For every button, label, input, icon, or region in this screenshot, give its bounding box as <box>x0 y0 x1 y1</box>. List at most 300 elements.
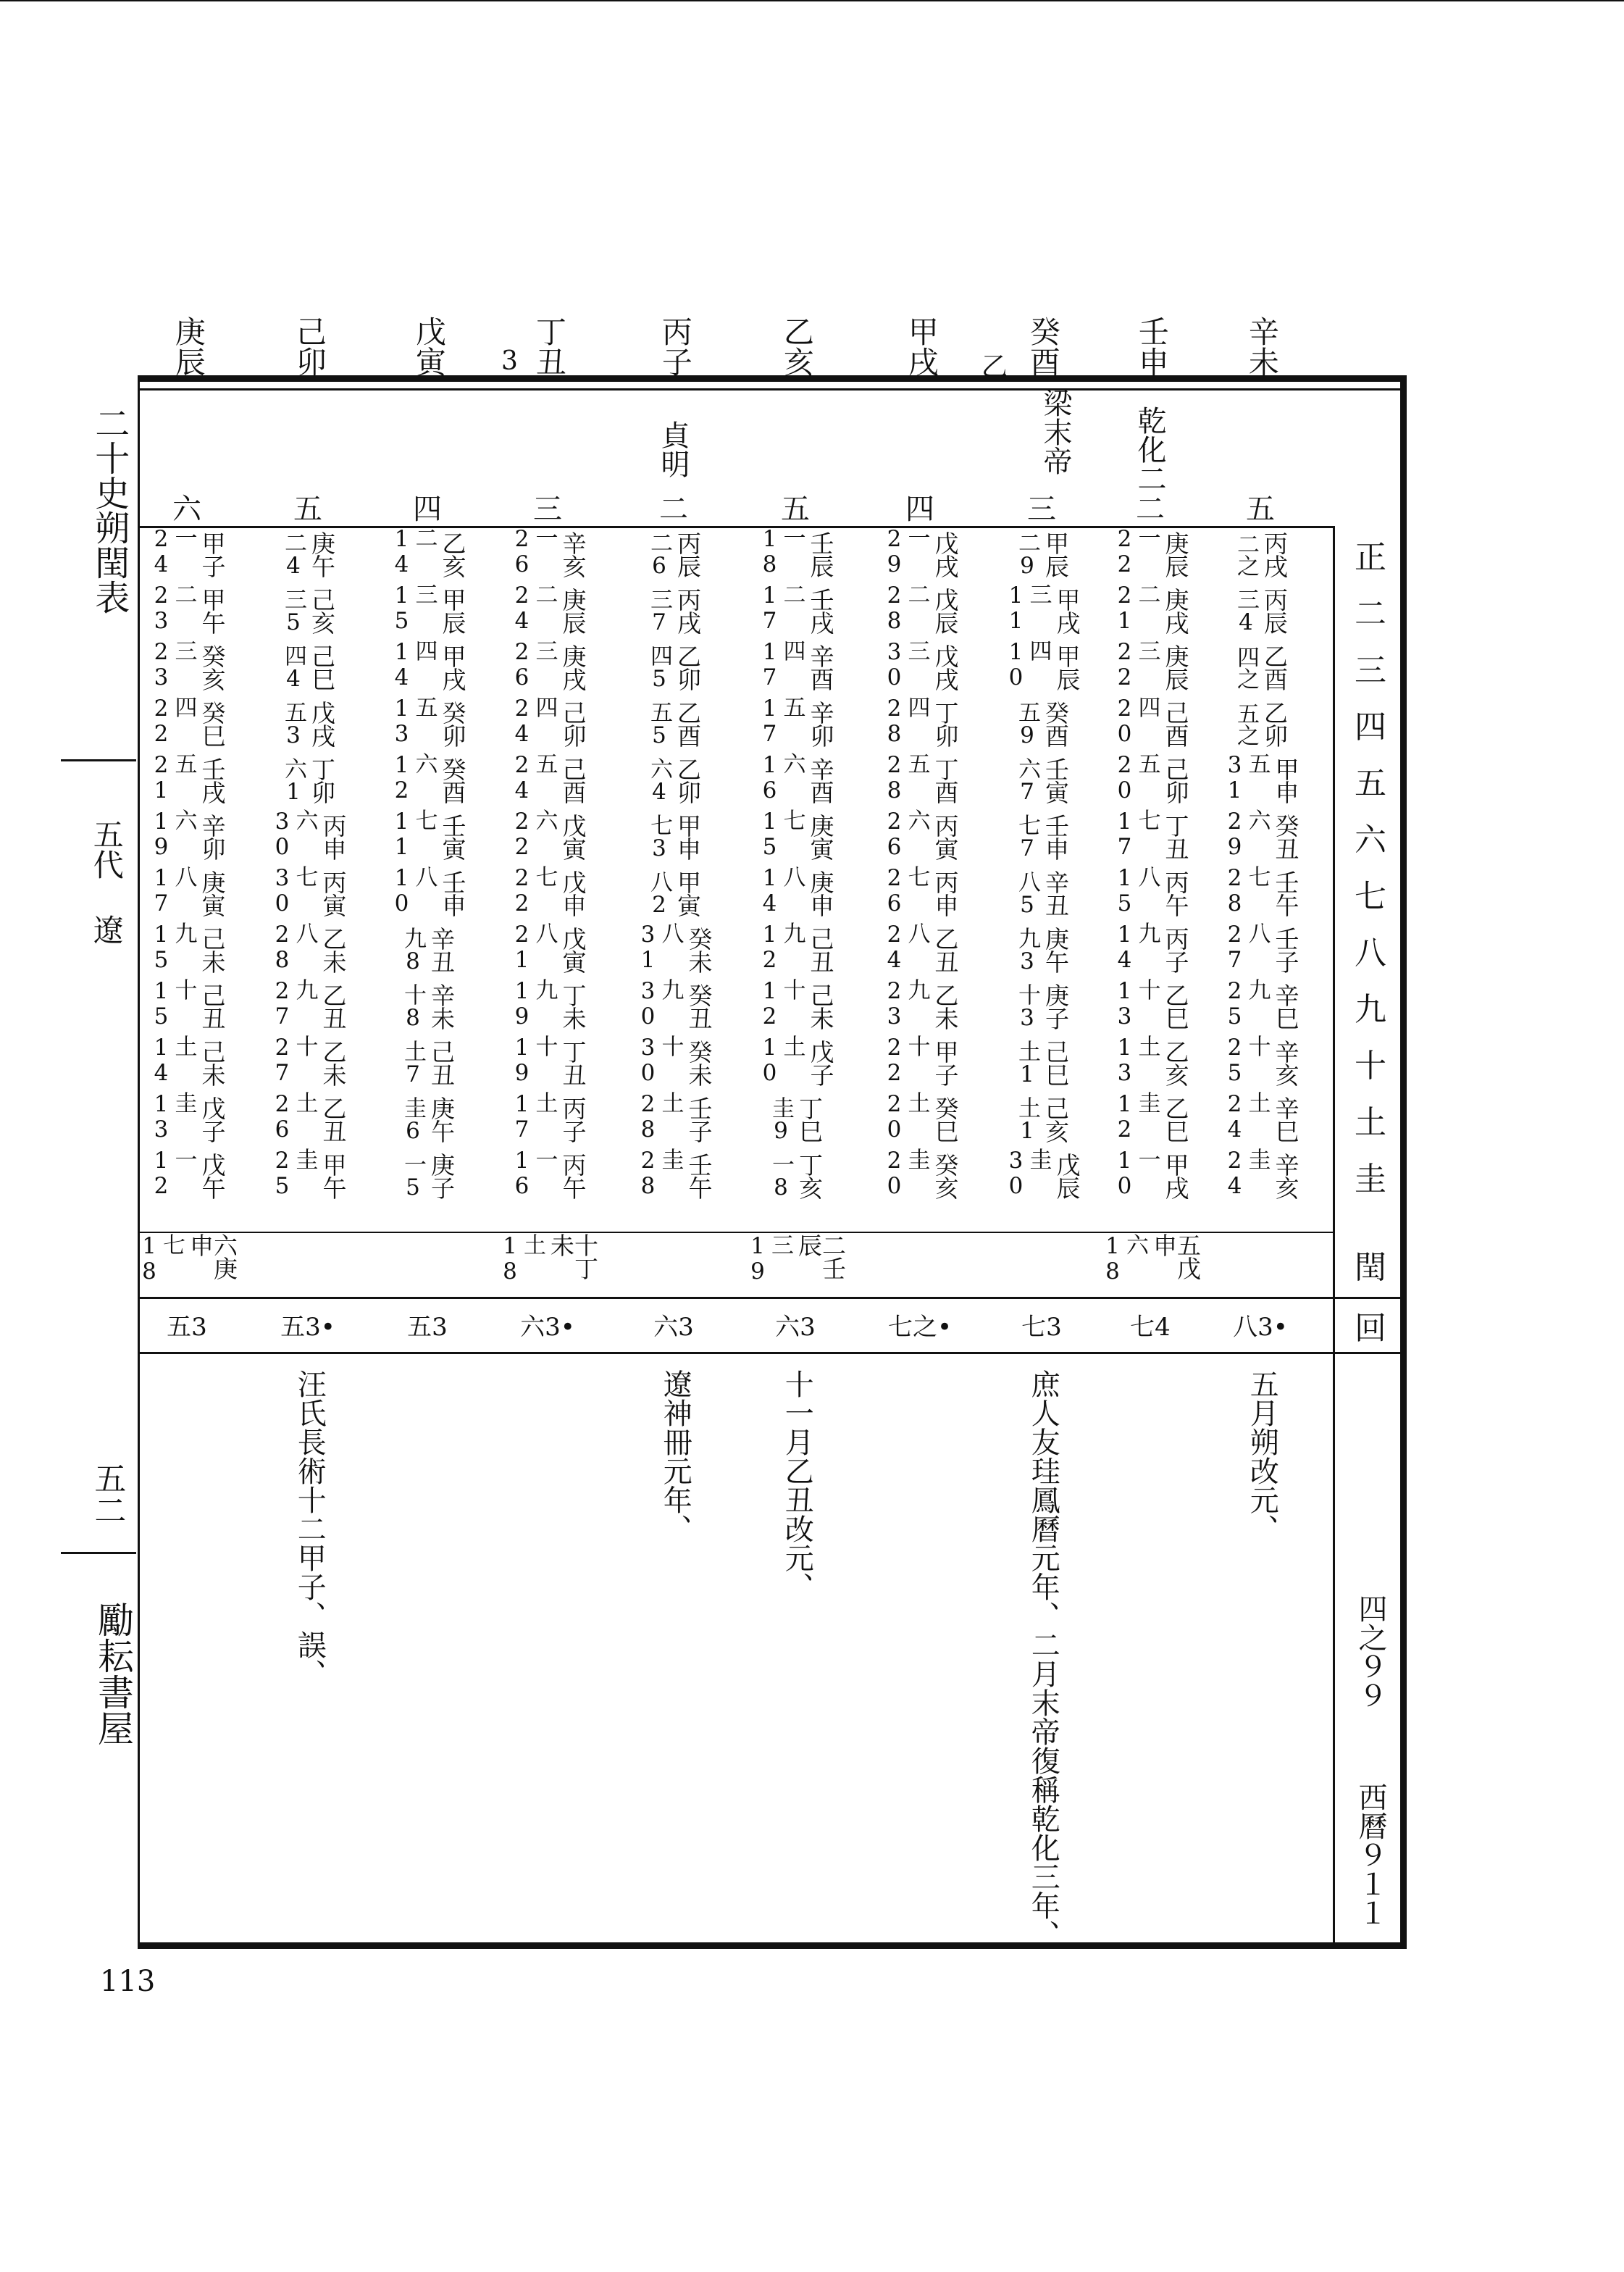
cell-date: 四24 <box>508 696 558 746</box>
calendar-cell <box>243 978 373 1035</box>
cell-ganzhi: 庚寅 <box>806 814 835 860</box>
cell-ganzhi: 己酉 <box>1161 701 1190 747</box>
calendar-cell <box>730 978 861 1035</box>
leap-cell <box>1085 1233 1215 1297</box>
calendar-cell <box>243 526 373 582</box>
calendar-cell <box>482 582 613 639</box>
cell-date: 九12 <box>756 922 805 972</box>
calendar-cell <box>482 639 613 696</box>
cell-ganzhi: 辛酉 <box>806 644 835 690</box>
cell-ganzhi: 丙辰 <box>674 531 702 577</box>
calendar-cell <box>608 526 739 582</box>
cell-ganzhi: 丁酉 <box>931 757 960 803</box>
cell-date: 二23 <box>148 582 197 633</box>
cell-date: 三7 <box>646 587 672 635</box>
cell-ganzhi: 丙寅 <box>319 870 348 916</box>
days-count: 五3 <box>167 1312 207 1342</box>
cell-date: 九27 <box>269 978 318 1029</box>
cell-date: 二28 <box>881 582 930 633</box>
cell-ganzhi: 乙未 <box>319 1040 348 1086</box>
month-label: 土 <box>1355 1104 1386 1141</box>
month-label: 回 <box>1355 1310 1386 1347</box>
year-header: 辛未 <box>1244 316 1280 377</box>
cell-date: 五20 <box>1111 752 1160 803</box>
dynasty-label: 遼 <box>88 914 125 945</box>
cell-ganzhi: 丁丑 <box>1161 814 1190 860</box>
calendar-cell <box>243 865 373 922</box>
cell-ganzhi: 甲戌 <box>438 644 467 690</box>
year-number: 五 <box>293 493 322 526</box>
cell-ganzhi: 己卯 <box>558 701 587 747</box>
cell-ganzhi: 乙卯 <box>1260 701 1289 747</box>
cell-ganzhi: 壬戌 <box>198 757 227 803</box>
calendar-cell <box>730 526 861 582</box>
cell-ganzhi: 己未 <box>198 927 227 973</box>
cell-ganzhi: 壬辰 <box>806 531 835 577</box>
cell-date: 一24 <box>148 526 197 577</box>
cell-date: 三15 <box>388 582 438 633</box>
year-header: 戊寅 <box>411 316 447 377</box>
cell-date: 五5 <box>646 700 672 748</box>
cell-ganzhi: 丁未 <box>558 983 587 1030</box>
month-column-rule <box>1333 526 1335 1942</box>
cell-ganzhi: 甲戌 <box>1161 1153 1190 1199</box>
calendar-cell <box>608 865 739 922</box>
cell-ganzhi: 乙丑 <box>319 983 348 1030</box>
cell-ganzhi: 己未 <box>198 1040 227 1086</box>
cell-ganzhi: 庚辰 <box>1161 531 1190 577</box>
cell-date: 七28 <box>1221 865 1271 916</box>
year-header: 甲戌 <box>903 316 939 377</box>
cell-ganzhi: 己丑 <box>427 1040 456 1086</box>
cell-date: 圭20 <box>881 1148 930 1198</box>
cell-date: 四14 <box>388 639 438 690</box>
cell-ganzhi: 庚午 <box>427 1096 456 1143</box>
cell-ganzhi: 辛卯 <box>806 701 835 747</box>
cell-date: 九23 <box>881 978 930 1029</box>
note-text: 汪氏長術十二甲子、誤、 <box>293 1369 327 1688</box>
year-number: 六 <box>172 493 201 526</box>
calendar-cell <box>243 1148 373 1204</box>
cell-ganzhi: 己未 <box>806 983 835 1030</box>
cell-ganzhi: 庚午 <box>308 531 336 577</box>
cell-date: 圭9 <box>768 1095 794 1143</box>
cell-date: 土20 <box>881 1091 930 1142</box>
cell-date: 十22 <box>881 1035 930 1085</box>
cell-date: 四4 <box>280 643 306 691</box>
calendar-cell <box>362 582 493 639</box>
cell-ganzhi: 甲午 <box>319 1153 348 1199</box>
calendar-cell <box>482 1148 613 1204</box>
cell-date: 土28 <box>635 1091 684 1142</box>
cell-ganzhi: 丙寅 <box>931 814 960 860</box>
calendar-cell <box>855 582 985 639</box>
cell-date: 七7 <box>1014 813 1040 861</box>
cell-ganzhi: 辛亥 <box>558 531 587 577</box>
cell-date: 十12 <box>756 978 805 1029</box>
year-header: 乙亥 <box>779 316 815 377</box>
cell-ganzhi: 庚子 <box>427 1153 456 1199</box>
cell-date: 四28 <box>881 696 930 746</box>
cell-ganzhi: 壬午 <box>685 1153 713 1199</box>
cell-date: 十27 <box>269 1035 318 1085</box>
calendar-cell <box>855 696 985 752</box>
calendar-cell <box>122 865 252 922</box>
cell-date: 八5 <box>1014 869 1040 917</box>
book-title: 二十史朔閏表 <box>88 406 130 614</box>
year-number: 四 <box>905 493 934 526</box>
cell-date: 三5 <box>280 587 306 635</box>
calendar-cell <box>608 696 739 752</box>
days-count: 五3 <box>407 1312 448 1342</box>
cell-date: 五13 <box>388 696 438 746</box>
calendar-cell <box>482 1091 613 1148</box>
days-count: 六3 <box>653 1312 694 1342</box>
calendar-cell <box>122 922 252 978</box>
right-count: 四之９９ <box>1354 1594 1387 1710</box>
note-text: 遼神冊元年、 <box>658 1369 692 1543</box>
cell-ganzhi: 戊申 <box>558 870 587 916</box>
leap-date: 六18 <box>1100 1233 1148 1284</box>
leap-ganzhi: 六庚申 <box>186 1233 238 1279</box>
cell-date: 圭30 <box>1003 1148 1052 1198</box>
cell-ganzhi: 丙申 <box>319 814 348 860</box>
calendar-cell <box>608 922 739 978</box>
cell-ganzhi: 辛亥 <box>1271 1040 1300 1086</box>
calendar-cell <box>855 526 985 582</box>
leap-cell <box>730 1233 861 1297</box>
cell-ganzhi: 戊戌 <box>931 644 960 690</box>
cell-ganzhi: 壬寅 <box>438 814 467 860</box>
cell-date: 十30 <box>635 1035 684 1085</box>
calendar-cell <box>243 1091 373 1148</box>
cell-ganzhi: 己丑 <box>198 983 227 1030</box>
days-count: 七之• <box>887 1312 953 1342</box>
cell-date: 七15 <box>756 809 805 859</box>
page-number: 113 <box>100 1965 156 1998</box>
cell-ganzhi: 乙未 <box>319 927 348 973</box>
cell-ganzhi: 壬申 <box>438 870 467 916</box>
cell-date: 土17 <box>508 1091 558 1142</box>
calendar-cell <box>608 582 739 639</box>
right-ad-year: 西曆９１１ <box>1354 1782 1387 1927</box>
cell-ganzhi: 乙酉 <box>1260 644 1289 690</box>
cell-date: 八21 <box>508 922 558 972</box>
year-header: 壬申 <box>1134 316 1170 377</box>
leap-ganzhi: 五戊申 <box>1150 1233 1202 1279</box>
cell-ganzhi: 壬寅 <box>1042 757 1070 803</box>
calendar-cell <box>482 922 613 978</box>
cell-date: 一18 <box>756 526 805 577</box>
leap-cell <box>482 1233 613 1297</box>
cell-date: 一5 <box>400 1152 426 1200</box>
calendar-cell <box>855 1091 985 1148</box>
cell-ganzhi: 辛未 <box>427 983 456 1030</box>
cell-ganzhi: 丁卯 <box>308 757 336 803</box>
cell-ganzhi: 甲申 <box>674 814 702 860</box>
calendar-cell <box>608 1091 739 1148</box>
cell-date: 三30 <box>881 639 930 690</box>
cell-date: 四20 <box>1111 696 1160 746</box>
calendar-cell <box>976 639 1107 696</box>
cell-ganzhi: 乙丑 <box>319 1096 348 1143</box>
month-label: 八 <box>1355 935 1386 972</box>
cell-date: 一29 <box>881 526 930 577</box>
year-number: 三 <box>1027 493 1056 526</box>
cell-date: 四22 <box>148 696 197 746</box>
cell-date: 一16 <box>508 1148 558 1198</box>
cell-date: 二之 <box>1233 532 1259 576</box>
cell-ganzhi: 庚申 <box>806 870 835 916</box>
month-label: 六 <box>1355 822 1386 859</box>
cell-date: 一12 <box>148 1148 197 1198</box>
calendar-cell <box>976 865 1107 922</box>
cell-date: 九19 <box>508 978 558 1029</box>
era-name: 乾化二 <box>1133 406 1166 493</box>
days-count: 六3 <box>775 1312 816 1342</box>
cell-date: 三23 <box>148 639 197 690</box>
cell-ganzhi: 癸卯 <box>438 701 467 747</box>
cell-ganzhi: 丁亥 <box>795 1153 824 1199</box>
calendar-cell <box>482 865 613 922</box>
cell-date: 二4 <box>280 530 306 578</box>
cell-date: 十13 <box>1111 978 1160 1029</box>
calendar-cell <box>976 696 1107 752</box>
calendar-cell <box>608 1148 739 1204</box>
cell-date: 十19 <box>508 1035 558 1085</box>
cell-ganzhi: 壬子 <box>685 1096 713 1143</box>
cell-ganzhi: 乙巳 <box>1161 1096 1190 1143</box>
calendar-cell <box>362 1148 493 1204</box>
cell-date: 圭13 <box>148 1091 197 1142</box>
calendar-cell <box>122 582 252 639</box>
year-header: 庚辰 <box>170 316 206 377</box>
cell-ganzhi: 甲午 <box>198 588 227 634</box>
calendar-cell <box>362 1091 493 1148</box>
calendar-cell <box>855 1035 985 1091</box>
cell-ganzhi: 丙子 <box>1161 927 1190 973</box>
cell-date: 六7 <box>1014 756 1040 804</box>
year-header: 丁丑 <box>531 316 567 377</box>
cell-date: 五3 <box>280 700 306 748</box>
cell-date: 八15 <box>1111 865 1160 916</box>
calendar-cell <box>976 922 1107 978</box>
cell-ganzhi: 癸巳 <box>198 701 227 747</box>
cell-ganzhi: 丙戌 <box>1260 531 1289 577</box>
cell-ganzhi: 庚辰 <box>1161 644 1190 690</box>
header-mark-3: 3 <box>501 346 518 376</box>
cell-date: 七22 <box>508 865 558 916</box>
leap-ganzhi: 十丁未 <box>547 1233 599 1279</box>
cell-date: 四10 <box>1003 639 1052 690</box>
cell-ganzhi: 丁巳 <box>795 1096 824 1143</box>
cell-ganzhi: 辛丑 <box>1042 870 1070 916</box>
cell-ganzhi: 戊子 <box>806 1040 835 1086</box>
cell-ganzhi: 乙巳 <box>1161 983 1190 1030</box>
leap-ganzhi: 二壬辰 <box>795 1233 847 1279</box>
calendar-cell <box>482 526 613 582</box>
cell-date: 三11 <box>1003 582 1052 633</box>
calendar-cell <box>730 922 861 978</box>
calendar-cell <box>608 1035 739 1091</box>
calendar-cell <box>482 809 613 865</box>
cell-ganzhi: 乙亥 <box>1161 1040 1190 1086</box>
calendar-cell <box>730 865 861 922</box>
cell-ganzhi: 庚戌 <box>1161 588 1190 634</box>
month-label: 五 <box>1355 765 1386 802</box>
calendar-cell <box>122 526 252 582</box>
cell-date: 一10 <box>1111 1148 1160 1198</box>
calendar-cell <box>730 582 861 639</box>
cell-date: 二9 <box>1014 530 1040 578</box>
calendar-cell <box>855 978 985 1035</box>
month-label: 圭 <box>1355 1161 1386 1198</box>
cell-ganzhi: 丙戌 <box>674 588 702 634</box>
cell-ganzhi: 己亥 <box>308 588 336 634</box>
cell-date: 四之 <box>1233 646 1259 689</box>
cell-date: 九15 <box>148 922 197 972</box>
cell-date: 八31 <box>635 922 684 972</box>
calendar-cell <box>482 696 613 752</box>
cell-date: 二6 <box>646 530 672 578</box>
cell-date: 圭28 <box>635 1148 684 1198</box>
calendar-cell <box>362 865 493 922</box>
month-label: 九 <box>1355 991 1386 1028</box>
cell-date: 十8 <box>400 982 426 1030</box>
calendar-cell <box>362 922 493 978</box>
year-header: 癸酉 <box>1025 316 1061 377</box>
cell-ganzhi: 乙未 <box>931 983 960 1030</box>
cell-date: 六12 <box>388 752 438 803</box>
calendar-cell <box>243 1035 373 1091</box>
year-number: 三 <box>533 493 562 526</box>
cell-ganzhi: 癸未 <box>685 927 713 973</box>
cell-ganzhi: 辛卯 <box>198 814 227 860</box>
year-number: 二 <box>1136 493 1165 526</box>
cell-ganzhi: 辛酉 <box>806 757 835 803</box>
cell-date: 七3 <box>646 813 672 861</box>
cell-ganzhi: 己卯 <box>1161 757 1190 803</box>
calendar-cell <box>362 696 493 752</box>
cell-date: 七17 <box>1111 809 1160 859</box>
calendar-cell <box>976 1035 1107 1091</box>
cell-ganzhi: 甲辰 <box>1052 644 1081 690</box>
cell-date: 五21 <box>148 752 197 803</box>
cell-date: 九14 <box>1111 922 1160 972</box>
cell-date: 土24 <box>1221 1091 1271 1142</box>
calendar-cell <box>122 1035 252 1091</box>
page-label: 五二 <box>88 1462 126 1526</box>
calendar-cell <box>362 1035 493 1091</box>
cell-ganzhi: 己亥 <box>1042 1096 1070 1143</box>
calendar-cell <box>608 809 739 865</box>
calendar-cell <box>243 639 373 696</box>
cell-date: 六1 <box>280 756 306 804</box>
cell-ganzhi: 辛亥 <box>1271 1153 1300 1199</box>
calendar-cell <box>482 1035 613 1091</box>
cell-ganzhi: 丙辰 <box>1260 588 1289 634</box>
leap-date: 七18 <box>136 1233 185 1284</box>
cell-ganzhi: 丙申 <box>931 870 960 916</box>
top-page-rule <box>0 0 1624 1</box>
calendar-cell <box>362 526 493 582</box>
calendar-cell <box>976 582 1107 639</box>
cell-ganzhi: 甲子 <box>931 1040 960 1086</box>
calendar-cell <box>608 978 739 1035</box>
cell-ganzhi: 甲寅 <box>674 870 702 916</box>
cell-date: 九3 <box>1014 926 1040 974</box>
cell-date: 八10 <box>388 865 438 916</box>
cell-date: 二14 <box>388 526 438 577</box>
cell-date: 六29 <box>1221 809 1271 859</box>
section-label: 五代 <box>88 819 125 880</box>
month-label: 四 <box>1355 709 1386 746</box>
cell-ganzhi: 甲辰 <box>1042 531 1070 577</box>
days-count: 五3• <box>280 1312 335 1342</box>
calendar-cell <box>243 582 373 639</box>
cell-date: 三26 <box>508 639 558 690</box>
calendar-cell <box>243 696 373 752</box>
cell-ganzhi: 辛丑 <box>427 927 456 973</box>
cell-date: 六19 <box>148 809 197 859</box>
calendar-cell <box>855 809 985 865</box>
calendar-cell <box>362 752 493 809</box>
calendar-cell <box>122 978 252 1035</box>
calendar-cell <box>855 752 985 809</box>
calendar-cell <box>976 1091 1107 1148</box>
cell-date: 十15 <box>148 978 197 1029</box>
calendar-cell <box>730 639 861 696</box>
cell-ganzhi: 壬戌 <box>806 588 835 634</box>
note-text: 庶人友珪鳳曆元年、二月末帝復稱乾化三年、 <box>1026 1369 1060 1949</box>
month-label: 正 <box>1355 539 1386 576</box>
cell-ganzhi: 丙午 <box>1161 870 1190 916</box>
month-label: 十 <box>1355 1048 1386 1085</box>
cell-date: 二21 <box>1111 582 1160 633</box>
cell-ganzhi: 壬子 <box>1271 927 1300 973</box>
calendar-cell <box>730 1148 861 1204</box>
cell-ganzhi: 己巳 <box>308 644 336 690</box>
cell-date: 圭24 <box>1221 1148 1271 1198</box>
cell-ganzhi: 癸亥 <box>931 1153 960 1199</box>
year-number: 五 <box>1246 493 1275 526</box>
cell-date: 圭6 <box>400 1095 426 1143</box>
cell-date: 九8 <box>400 926 426 974</box>
calendar-cell <box>122 809 252 865</box>
cell-date: 五17 <box>756 696 805 746</box>
cell-ganzhi: 癸未 <box>685 1040 713 1086</box>
cell-date: 六26 <box>881 809 930 859</box>
days-count: 七3 <box>1021 1312 1062 1342</box>
cell-ganzhi: 己巳 <box>1042 1040 1070 1086</box>
calendar-cell <box>122 639 252 696</box>
era-name: 梁末帝 <box>1039 388 1072 475</box>
cell-date: 圭12 <box>1111 1091 1160 1142</box>
cell-ganzhi: 庚子 <box>1042 983 1070 1030</box>
cell-ganzhi: 癸酉 <box>438 757 467 803</box>
cell-date: 五24 <box>508 752 558 803</box>
cell-ganzhi: 庚辰 <box>558 588 587 634</box>
cell-date: 八14 <box>756 865 805 916</box>
calendar-cell <box>122 1091 252 1148</box>
leap-date: 三19 <box>745 1233 793 1284</box>
cell-ganzhi: 戊戌 <box>931 531 960 577</box>
cell-ganzhi: 戊辰 <box>931 588 960 634</box>
cell-ganzhi: 丙午 <box>558 1153 587 1199</box>
cell-ganzhi: 戊戌 <box>308 701 336 747</box>
cell-ganzhi: 庚午 <box>1042 927 1070 973</box>
cell-date: 六22 <box>508 809 558 859</box>
